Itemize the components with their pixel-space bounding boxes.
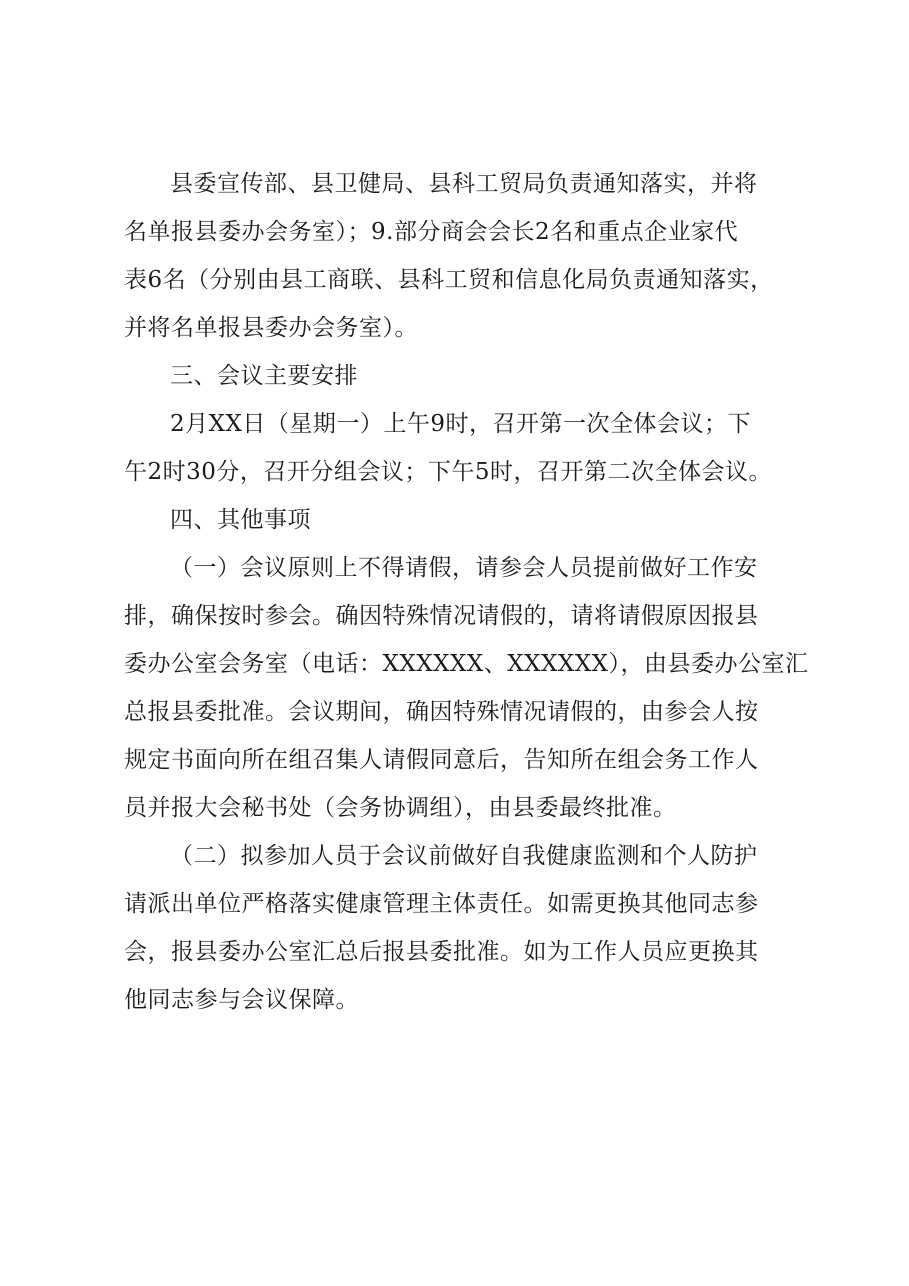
paragraph-meeting-schedule — [124, 400, 814, 496]
paragraph-item-two — [124, 832, 814, 1024]
text-line: 他同志参与会议保障。 — [124, 987, 359, 1013]
text-line: 规定书面向所在组召集人请假同意后，告知所在组会务工作人 — [124, 747, 759, 773]
text-line: 并将名单报县委办会务室）。 — [124, 315, 418, 341]
heading-text: 三、会议主要安排 — [170, 363, 358, 389]
text-line: 请派出单位严格落实健康管理主体责任。如需更换其他同志参 — [124, 891, 759, 917]
section-four-heading — [124, 496, 814, 544]
text-line: 委办公室会务室（电话：XXXXXX、XXXXXX），由县委办公室汇 — [124, 651, 809, 677]
text-line: 排，确保按时参会。确因特殊情况请假的，请将请假原因报县 — [124, 603, 759, 629]
text-line: （一）会议原则上不得请假，请参会人员提前做好工作安 — [170, 555, 758, 581]
text-line: 会，报县委办公室汇总后报县委批准。如为工作人员应更换其 — [124, 939, 759, 965]
text-line: 名单报县委办会务室）；9.部分商会会长2名和重点企业家代 — [124, 219, 739, 245]
text-line: 午2时30分，召开分组会议；下午5时，召开第二次全体会议。 — [124, 459, 773, 485]
paragraph-item-one — [124, 544, 814, 832]
text-line: 总报县委批准。会议期间，确因特殊情况请假的，由参会人按 — [124, 699, 759, 725]
heading-text: 四、其他事项 — [170, 507, 311, 533]
text-line: 表6名（分别由县工商联、县科工贸和信息化局负责通知落实， — [124, 267, 774, 293]
text-line: 员并报大会秘书处（会务协调组），由县委最终批准。 — [124, 795, 677, 821]
text-line: 2月XX日（星期一）上午9时，召开第一次全体会议；下 — [170, 411, 752, 437]
text-line: 县委宣传部、县卫健局、县科工贸局负责通知落实，并将 — [170, 171, 758, 197]
paragraph-attendees-continued — [124, 160, 814, 352]
section-three-heading — [124, 352, 814, 400]
text-line: （二）拟参加人员于会议前做好自我健康监测和个人防护 — [170, 843, 758, 869]
document-body — [124, 160, 814, 1024]
